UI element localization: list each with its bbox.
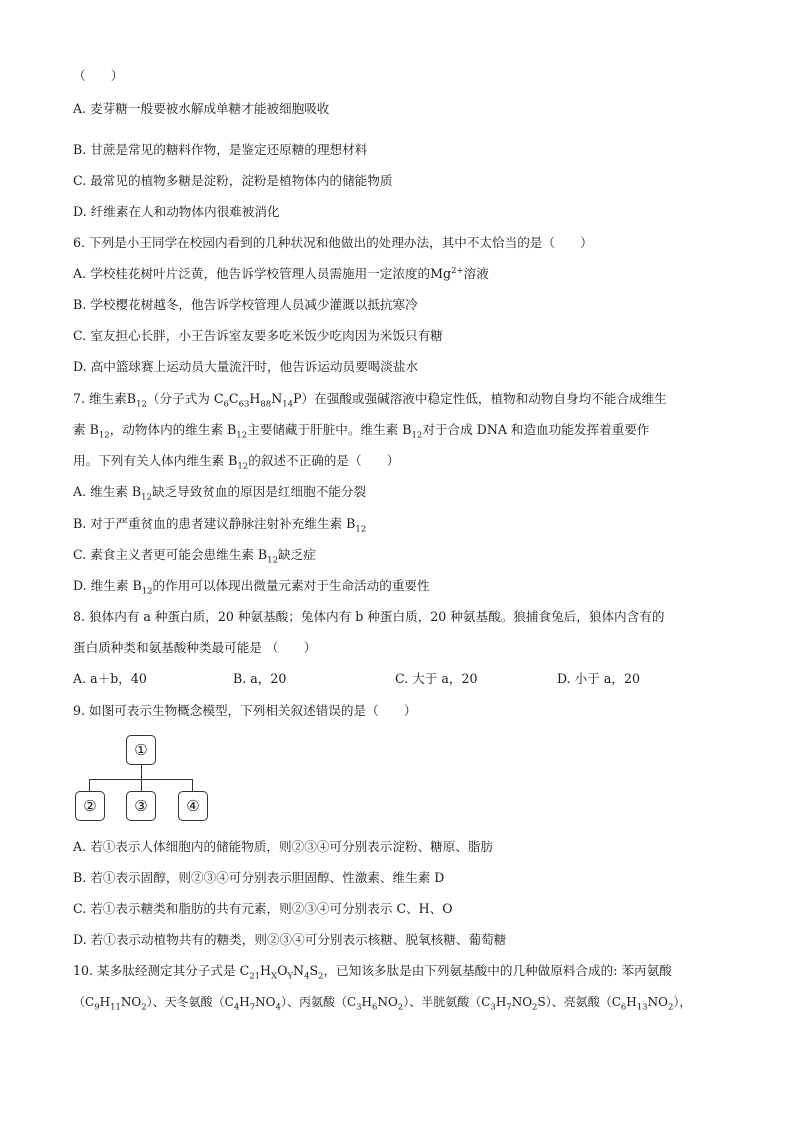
node-1: ① [126, 735, 156, 765]
q6-option-c: C. 室友担心长胖，小王告诉室友要多吃米饭少吃肉因为米饭只有糖 [73, 328, 443, 343]
q10-stem-line1: 10. 某多肽经测定其分子式是 $C_{21}H_XO_YN_4S_2$，已知该多肽是由下列氨基酸中的几种做原料合成的: 苯丙氨酸 [73, 963, 672, 982]
q5-stem-bracket: （ ） [73, 68, 124, 83]
q7-option-b: B. 对于严重贫血的患者建议静脉注射补充维生素 $B_{12}$ [73, 516, 367, 535]
q8-option-c: C. 大于 a，20 [395, 671, 478, 686]
q9-option-b: B. 若①表示固醇，则②③④可分别表示胆固醇、性激素、维生素 D [73, 870, 445, 885]
q8-stem-line1: 8. 狼体内有 a 种蛋白质，20 种氨基酸；兔体内有 b 种蛋白质，20 种氨基酸。狼捕食兔后，狼体内含有的 [73, 609, 665, 624]
q8-option-b: B. a，20 [233, 671, 287, 686]
q8-stem-line2: 蛋白质种类和氨基酸种类最可能是 （ ） [73, 640, 317, 655]
q6-option-b: B. 学校樱花树越冬，他告诉学校管理人员减少灌溉以抵抗寒冷 [73, 297, 418, 312]
q7-stem-line2: 素 $B_{12}$，动物体内的维生素 $B_{12}$主要储藏于肝脏中。维生素 $B_{12}$对于合成 DNA 和造血功能发挥着重要作 [73, 422, 650, 441]
connector-trunk [141, 765, 142, 779]
connector-middle [141, 779, 142, 791]
q7-option-a: A. 维生素 $B_{12}$缺乏导致贫血的原因是红细胞不能分裂 [73, 484, 367, 503]
q5-option-d: D. 纤维素在人和动物体内很难被消化 [73, 204, 280, 219]
q9-option-a: A. 若①表示人体细胞内的储能物质，则②③④可分别表示淀粉、糖原、脂肪 [73, 839, 494, 854]
q9-stem: 9. 如图可表示生物概念模型，下列相关叙述错误的是（ ） [73, 703, 417, 718]
q7-stem-line1: 7. 维生素$B_{12}$（分子式为 $C_6C_{63}H_{88}N_{14}P$）在强酸或强碱溶液中稳定性低，植物和动物自身均不能合成维生 [73, 391, 667, 410]
node-3: ③ [126, 791, 156, 821]
connector-left [89, 779, 90, 791]
q7-stem-line3: 用。下列有关人体内维生素 $B_{12}$的叙述不正确的是（ ） [73, 453, 400, 472]
node-4: ④ [178, 791, 208, 821]
q6-option-d: D. 高中篮球赛上运动员大量流汗时，他告诉运动员要喝淡盐水 [73, 359, 419, 374]
q6-stem: 6. 下列是小王同学在校园内看到的几种状况和他做出的处理办法，其中不太恰当的是（ ） [73, 235, 593, 250]
q9-option-d: D. 若①表示动植物共有的糖类，则②③④可分别表示核糖、脱氧核糖、葡萄糖 [73, 932, 507, 947]
q6-option-a: A. 学校桂花树叶片泛黄，他告诉学校管理人员需施用一定浓度的$Mg^{2+}$溶液 [73, 265, 489, 281]
q10-stem-line2: $(C_9H_{11}NO_2)$、天冬氨酸$(C_4H_7NO_4)$、丙氨酸$(C_3H_6NO_2)$、半胱氨酸$(C_3H_7NO_2S)$、亮氨酸$(C_6H_{13}NO_2)$， [73, 995, 692, 1013]
q5-option-c: C. 最常见的植物多糖是淀粉，淀粉是植物体内的储能物质 [73, 173, 393, 188]
concept-model-diagram [72, 733, 212, 823]
q9-option-c: C. 若①表示糖类和脂肪的共有元素，则②③④可分别表示 C、H、O [73, 901, 453, 916]
q5-option-a: A. 麦芽糖一般要被水解成单糖才能被细胞吸收 [73, 101, 330, 116]
q8-option-d: D. 小于 a，20 [557, 671, 640, 686]
q7-option-c: C. 素食主义者更可能会患维生素 $B_{12}$缺乏症 [73, 547, 316, 566]
node-2: ② [75, 791, 105, 821]
q7-option-d: D. 维生素 $B_{12}$的作用可以体现出微量元素对于生命活动的重要性 [73, 578, 430, 597]
q8-option-a: A. a＋b，40 [73, 671, 147, 686]
connector-right [192, 779, 193, 791]
q8-options [73, 671, 640, 687]
q5-option-b: B. 甘蔗是常见的糖料作物，是鉴定还原糖的理想材料 [73, 142, 368, 157]
